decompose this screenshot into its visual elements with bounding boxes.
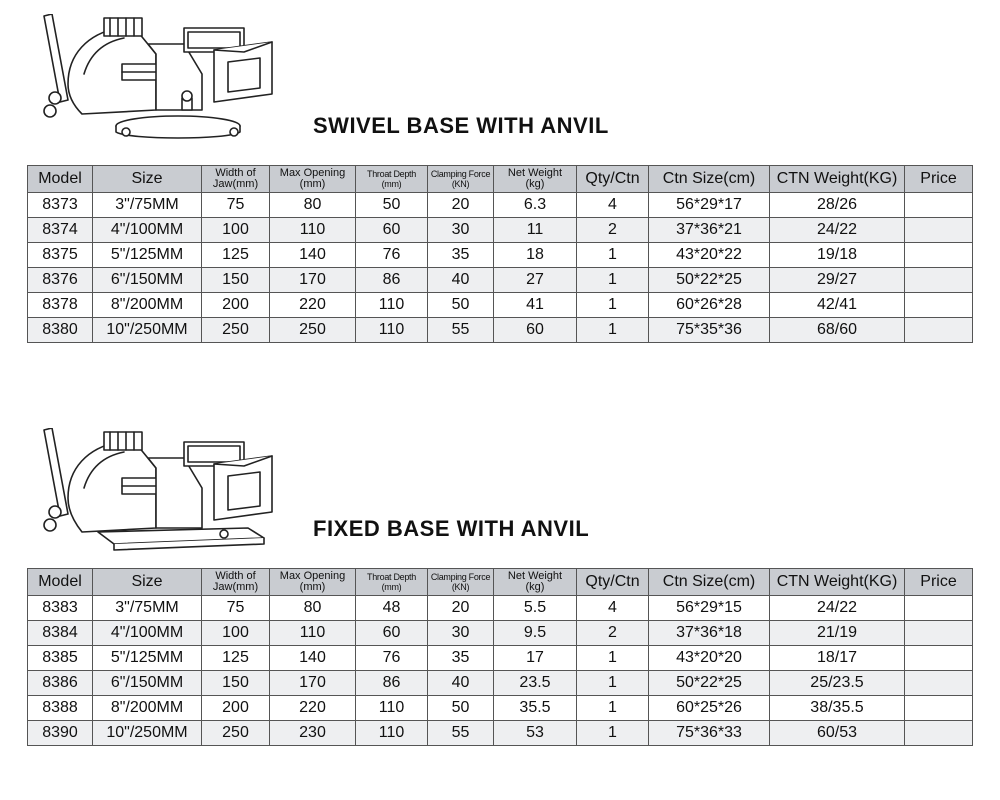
- cell-net-weight: 53: [494, 721, 577, 746]
- cell-size: 6"/150MM: [93, 268, 202, 293]
- cell-ctn-weight: 21/19: [770, 621, 905, 646]
- cell-max-opening: 230: [270, 721, 356, 746]
- cell-ctn-weight: 68/60: [770, 318, 905, 343]
- cell-size: 4"/100MM: [93, 621, 202, 646]
- cell-net-weight: 35.5: [494, 696, 577, 721]
- cell-price: [905, 721, 973, 746]
- swivel-vise-illustration: [38, 14, 283, 144]
- col-header-net-weight: Net Weight (kg): [494, 569, 577, 596]
- table-row: [28, 646, 973, 671]
- cell-size: 8"/200MM: [93, 696, 202, 721]
- cell-clamping-force: 50: [428, 696, 494, 721]
- col-header-model: Model: [28, 166, 93, 193]
- col-header-model: Model: [28, 569, 93, 596]
- cell-model: 8378: [28, 293, 93, 318]
- cell-model: 8373: [28, 193, 93, 218]
- cell-size: 4"/100MM: [93, 218, 202, 243]
- table-row: [28, 293, 973, 318]
- cell-size: 6"/150MM: [93, 671, 202, 696]
- cell-ctn-size: 37*36*21: [649, 218, 770, 243]
- col-header-jaw-width: Width of Jaw(mm): [202, 569, 270, 596]
- cell-net-weight: 5.5: [494, 596, 577, 621]
- cell-throat-depth: 110: [356, 696, 428, 721]
- cell-price: [905, 671, 973, 696]
- cell-clamping-force: 30: [428, 218, 494, 243]
- cell-ctn-weight: 38/35.5: [770, 696, 905, 721]
- cell-max-opening: 140: [270, 243, 356, 268]
- cell-max-opening: 80: [270, 596, 356, 621]
- cell-throat-depth: 110: [356, 721, 428, 746]
- col-header-size: Size: [93, 569, 202, 596]
- cell-ctn-weight: 60/53: [770, 721, 905, 746]
- cell-ctn-size: 60*26*28: [649, 293, 770, 318]
- cell-jaw-width: 100: [202, 621, 270, 646]
- cell-ctn-size: 56*29*15: [649, 596, 770, 621]
- col-header-qty-ctn: Qty/Ctn: [577, 569, 649, 596]
- cell-price: [905, 318, 973, 343]
- cell-qty-ctn: 2: [577, 621, 649, 646]
- cell-ctn-size: 43*20*22: [649, 243, 770, 268]
- cell-jaw-width: 200: [202, 696, 270, 721]
- cell-throat-depth: 86: [356, 268, 428, 293]
- table-row: [28, 671, 973, 696]
- cell-max-opening: 110: [270, 621, 356, 646]
- cell-qty-ctn: 1: [577, 318, 649, 343]
- col-header-max-opening: Max Opening (mm): [270, 166, 356, 193]
- cell-net-weight: 17: [494, 646, 577, 671]
- cell-net-weight: 60: [494, 318, 577, 343]
- cell-jaw-width: 125: [202, 243, 270, 268]
- cell-net-weight: 9.5: [494, 621, 577, 646]
- cell-price: [905, 243, 973, 268]
- col-header-price: Price: [905, 569, 973, 596]
- cell-qty-ctn: 1: [577, 243, 649, 268]
- table-row: [28, 318, 973, 343]
- cell-qty-ctn: 4: [577, 596, 649, 621]
- cell-qty-ctn: 1: [577, 646, 649, 671]
- cell-throat-depth: 76: [356, 646, 428, 671]
- cell-jaw-width: 125: [202, 646, 270, 671]
- col-header-max-opening: Max Opening (mm): [270, 569, 356, 596]
- section-title: FIXED BASE WITH ANVIL: [313, 516, 590, 541]
- cell-model: 8383: [28, 596, 93, 621]
- cell-price: [905, 696, 973, 721]
- cell-price: [905, 596, 973, 621]
- cell-price: [905, 621, 973, 646]
- cell-ctn-weight: 24/22: [770, 218, 905, 243]
- cell-jaw-width: 250: [202, 721, 270, 746]
- cell-ctn-weight: 19/18: [770, 243, 905, 268]
- cell-model: 8380: [28, 318, 93, 343]
- table-row: [28, 621, 973, 646]
- cell-net-weight: 27: [494, 268, 577, 293]
- cell-clamping-force: 40: [428, 671, 494, 696]
- cell-qty-ctn: 1: [577, 268, 649, 293]
- cell-throat-depth: 86: [356, 671, 428, 696]
- cell-ctn-size: 75*36*33: [649, 721, 770, 746]
- col-header-clamping-force: Clamping Force (KN): [428, 569, 494, 596]
- col-header-clamping-force: Clamping Force (KN): [428, 166, 494, 193]
- cell-max-opening: 80: [270, 193, 356, 218]
- cell-price: [905, 293, 973, 318]
- cell-qty-ctn: 1: [577, 293, 649, 318]
- cell-ctn-size: 75*35*36: [649, 318, 770, 343]
- col-header-qty-ctn: Qty/Ctn: [577, 166, 649, 193]
- table-row: [28, 243, 973, 268]
- col-header-ctn-weight: CTN Weight(KG): [770, 569, 905, 596]
- cell-ctn-weight: 42/41: [770, 293, 905, 318]
- cell-net-weight: 6.3: [494, 193, 577, 218]
- table-row: [28, 193, 973, 218]
- cell-size: 3"/75MM: [93, 596, 202, 621]
- cell-qty-ctn: 4: [577, 193, 649, 218]
- cell-model: 8388: [28, 696, 93, 721]
- header-row: [28, 569, 973, 596]
- cell-jaw-width: 100: [202, 218, 270, 243]
- col-header-ctn-size: Ctn Size(cm): [649, 166, 770, 193]
- col-header-jaw-width: Width of Jaw(mm): [202, 166, 270, 193]
- table-row: [28, 696, 973, 721]
- table-row: [28, 268, 973, 293]
- col-header-ctn-size: Ctn Size(cm): [649, 569, 770, 596]
- cell-clamping-force: 50: [428, 293, 494, 318]
- cell-clamping-force: 40: [428, 268, 494, 293]
- cell-max-opening: 170: [270, 671, 356, 696]
- cell-throat-depth: 110: [356, 293, 428, 318]
- header-row: [28, 166, 973, 193]
- cell-throat-depth: 50: [356, 193, 428, 218]
- cell-ctn-size: 60*25*26: [649, 696, 770, 721]
- cell-clamping-force: 20: [428, 193, 494, 218]
- cell-throat-depth: 76: [356, 243, 428, 268]
- cell-qty-ctn: 2: [577, 218, 649, 243]
- cell-size: 10"/250MM: [93, 318, 202, 343]
- cell-model: 8385: [28, 646, 93, 671]
- cell-model: 8384: [28, 621, 93, 646]
- col-header-size: Size: [93, 166, 202, 193]
- cell-price: [905, 268, 973, 293]
- table-row: [28, 721, 973, 746]
- cell-model: 8386: [28, 671, 93, 696]
- cell-max-opening: 220: [270, 293, 356, 318]
- cell-size: 5"/125MM: [93, 243, 202, 268]
- cell-ctn-size: 50*22*25: [649, 671, 770, 696]
- col-header-throat-depth: Throat Depth (mm): [356, 166, 428, 193]
- cell-price: [905, 218, 973, 243]
- cell-throat-depth: 48: [356, 596, 428, 621]
- fixed-vise-illustration: [38, 428, 283, 558]
- cell-ctn-size: 50*22*25: [649, 268, 770, 293]
- cell-max-opening: 250: [270, 318, 356, 343]
- cell-qty-ctn: 1: [577, 721, 649, 746]
- cell-jaw-width: 200: [202, 293, 270, 318]
- cell-net-weight: 11: [494, 218, 577, 243]
- cell-model: 8374: [28, 218, 93, 243]
- cell-ctn-weight: 18/17: [770, 646, 905, 671]
- cell-clamping-force: 20: [428, 596, 494, 621]
- cell-ctn-weight: 28/26: [770, 193, 905, 218]
- swivel-spec-table: [27, 165, 973, 343]
- cell-clamping-force: 30: [428, 621, 494, 646]
- cell-max-opening: 170: [270, 268, 356, 293]
- cell-jaw-width: 150: [202, 671, 270, 696]
- cell-jaw-width: 75: [202, 193, 270, 218]
- cell-ctn-weight: 25/23.5: [770, 671, 905, 696]
- cell-size: 8"/200MM: [93, 293, 202, 318]
- cell-clamping-force: 35: [428, 646, 494, 671]
- section-title: SWIVEL BASE WITH ANVIL: [313, 113, 609, 138]
- cell-qty-ctn: 1: [577, 696, 649, 721]
- cell-ctn-size: 56*29*17: [649, 193, 770, 218]
- cell-max-opening: 140: [270, 646, 356, 671]
- cell-size: 3"/75MM: [93, 193, 202, 218]
- col-header-net-weight: Net Weight (kg): [494, 166, 577, 193]
- cell-jaw-width: 150: [202, 268, 270, 293]
- cell-net-weight: 18: [494, 243, 577, 268]
- cell-clamping-force: 55: [428, 721, 494, 746]
- table-row: [28, 218, 973, 243]
- cell-clamping-force: 35: [428, 243, 494, 268]
- cell-model: 8390: [28, 721, 93, 746]
- cell-throat-depth: 60: [356, 218, 428, 243]
- cell-jaw-width: 250: [202, 318, 270, 343]
- cell-jaw-width: 75: [202, 596, 270, 621]
- cell-max-opening: 220: [270, 696, 356, 721]
- cell-model: 8376: [28, 268, 93, 293]
- cell-model: 8375: [28, 243, 93, 268]
- cell-qty-ctn: 1: [577, 671, 649, 696]
- cell-price: [905, 646, 973, 671]
- cell-net-weight: 23.5: [494, 671, 577, 696]
- table-row: [28, 596, 973, 621]
- fixed-spec-table: [27, 568, 973, 746]
- cell-ctn-size: 37*36*18: [649, 621, 770, 646]
- col-header-price: Price: [905, 166, 973, 193]
- cell-price: [905, 193, 973, 218]
- col-header-throat-depth: Throat Depth (mm): [356, 569, 428, 596]
- cell-ctn-weight: 29/27: [770, 268, 905, 293]
- cell-throat-depth: 110: [356, 318, 428, 343]
- cell-net-weight: 41: [494, 293, 577, 318]
- col-header-ctn-weight: CTN Weight(KG): [770, 166, 905, 193]
- cell-ctn-weight: 24/22: [770, 596, 905, 621]
- cell-size: 10"/250MM: [93, 721, 202, 746]
- cell-clamping-force: 55: [428, 318, 494, 343]
- cell-size: 5"/125MM: [93, 646, 202, 671]
- cell-max-opening: 110: [270, 218, 356, 243]
- cell-ctn-size: 43*20*20: [649, 646, 770, 671]
- cell-throat-depth: 60: [356, 621, 428, 646]
